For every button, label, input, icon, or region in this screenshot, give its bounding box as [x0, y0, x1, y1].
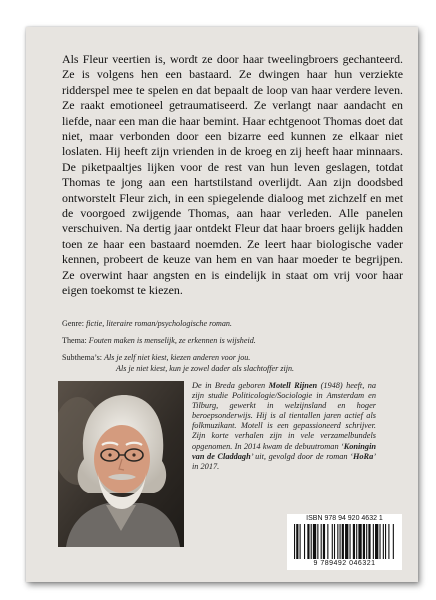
barcode-bar	[327, 524, 328, 559]
bio-text-1: De in Breda geboren	[192, 381, 269, 390]
bio-text-4: ’ in 2017.	[192, 451, 376, 471]
barcode-bar	[342, 524, 344, 559]
barcode-bar	[304, 524, 305, 559]
barcode-bar	[368, 524, 370, 559]
debut-title: Koningin van de Claddagh	[192, 441, 376, 461]
barcode-bar	[313, 524, 316, 559]
genre-value: fictie, literaire roman/psychologische roman.	[86, 319, 232, 328]
bio-text-2: (1948) heeft, na zijn studie Politicologie/Sociologie in Amsterdam en Tilburg, gewerkt in welzijnsland en hoger beroepsonderwijs. Hij is al tientallen jaren actief als folkmuzikant. Motell is een gepassioneerd schrijver. Zijn korte verhalen zijn in vele verzamelbundels opgenomen. In 2014 kwam de debuutroman ‘	[192, 381, 376, 451]
barcode-bars	[294, 524, 395, 559]
bio-text-3: ’ uit, gevolgd door de roman ‘	[250, 451, 353, 461]
second-novel-title: HoRa	[352, 451, 374, 461]
barcode-bar	[353, 524, 355, 559]
subtheme-1: Als je zelf niet kiest, kiezen anderen voor jou.	[104, 353, 251, 362]
barcode-bar	[321, 524, 322, 559]
barcode-bar	[379, 524, 380, 559]
barcode-bar	[340, 524, 341, 559]
barcode-bar	[332, 524, 333, 559]
author-bio	[192, 381, 376, 472]
barcode-bar	[393, 524, 394, 559]
barcode-bar	[296, 524, 298, 559]
barcode-bar	[337, 524, 338, 559]
author-photo	[58, 381, 184, 547]
theme-line	[62, 335, 256, 346]
barcode-bar	[323, 524, 325, 559]
subtheme-2: Als je niet kiest, kun je zowel dader als slachtoffer zijn.	[116, 364, 295, 373]
genre-line	[62, 318, 232, 329]
book-blurb: Als Fleur veertien is, wordt ze door haar tweelingbroers gechanteerd. Ze is volgens hen een bastaard. Ze dwingen haar hun verziekte ridderspel mee te spelen en dat bepaalt de loop van haar verdere leven. Ze raakt emotioneel getraumatiseerd. Ze verlangt naar aandacht en liefde, naar een man die haar bemint. Haar echtgenoot Thomas doet dat niet, maar verbonden door een bizarre eed kunnen ze elkaar niet loslaten. Hij heeft zijn vrienden in de kroeg en zij heeft haar minnaars. De piketpaaltjes lijken voor de rest van hun leven geslagen, totdat Thomas te jong aan een hartstilstand overlijdt. Aan zijn doodsbed ontworstelt Fleur zich, in een spiegelende dialoog met zichzelf en met de voorgoed zwijgende Thomas, aan haar verleden. Alle panelen verschuiven. Na dertig jaar ontdekt Fleur dat haar broers gelijk hadden toen ze haar een bastaard noemden. Ze leert haar biologische vader kennen, probeert de keuze van hem en van haar moeder te begrijpen. Ze overwint haar angsten en is eindelijk in staat om vrij voor haar eigen toekomst te kiezen.	[62, 52, 403, 298]
barcode-bar	[383, 524, 384, 559]
ean-digits: 9 789492 046321	[313, 560, 376, 567]
isbn-barcode	[287, 514, 402, 570]
theme-label: Thema:	[62, 336, 87, 345]
barcode-bar	[358, 524, 361, 559]
barcode-bar	[311, 524, 312, 559]
barcode-bar	[373, 524, 374, 559]
subthemes-label: Subthema’s:	[62, 353, 103, 362]
barcode-bar	[307, 524, 309, 559]
subthemes-block	[62, 352, 294, 374]
barcode-bar	[388, 524, 389, 559]
barcode-bar	[317, 524, 318, 559]
barcode-bar	[375, 524, 378, 559]
barcode-bar	[334, 524, 335, 559]
isbn-label: ISBN 978 94 920 4632 1	[306, 515, 383, 522]
barcode-bar	[345, 524, 348, 559]
genre-label: Genre:	[62, 319, 85, 328]
barcode-bar	[300, 524, 301, 559]
theme-value: Fouten maken is menselijk, ze erkennen is wijsheid.	[88, 336, 256, 345]
barcode-bar	[363, 524, 365, 559]
barcode-bar	[294, 524, 295, 559]
barcode-bar	[385, 524, 386, 559]
barcode-bar	[349, 524, 350, 559]
barcode-bar	[356, 524, 357, 559]
barcode-bar	[366, 524, 367, 559]
author-name: Motell Rijnen	[268, 381, 318, 390]
